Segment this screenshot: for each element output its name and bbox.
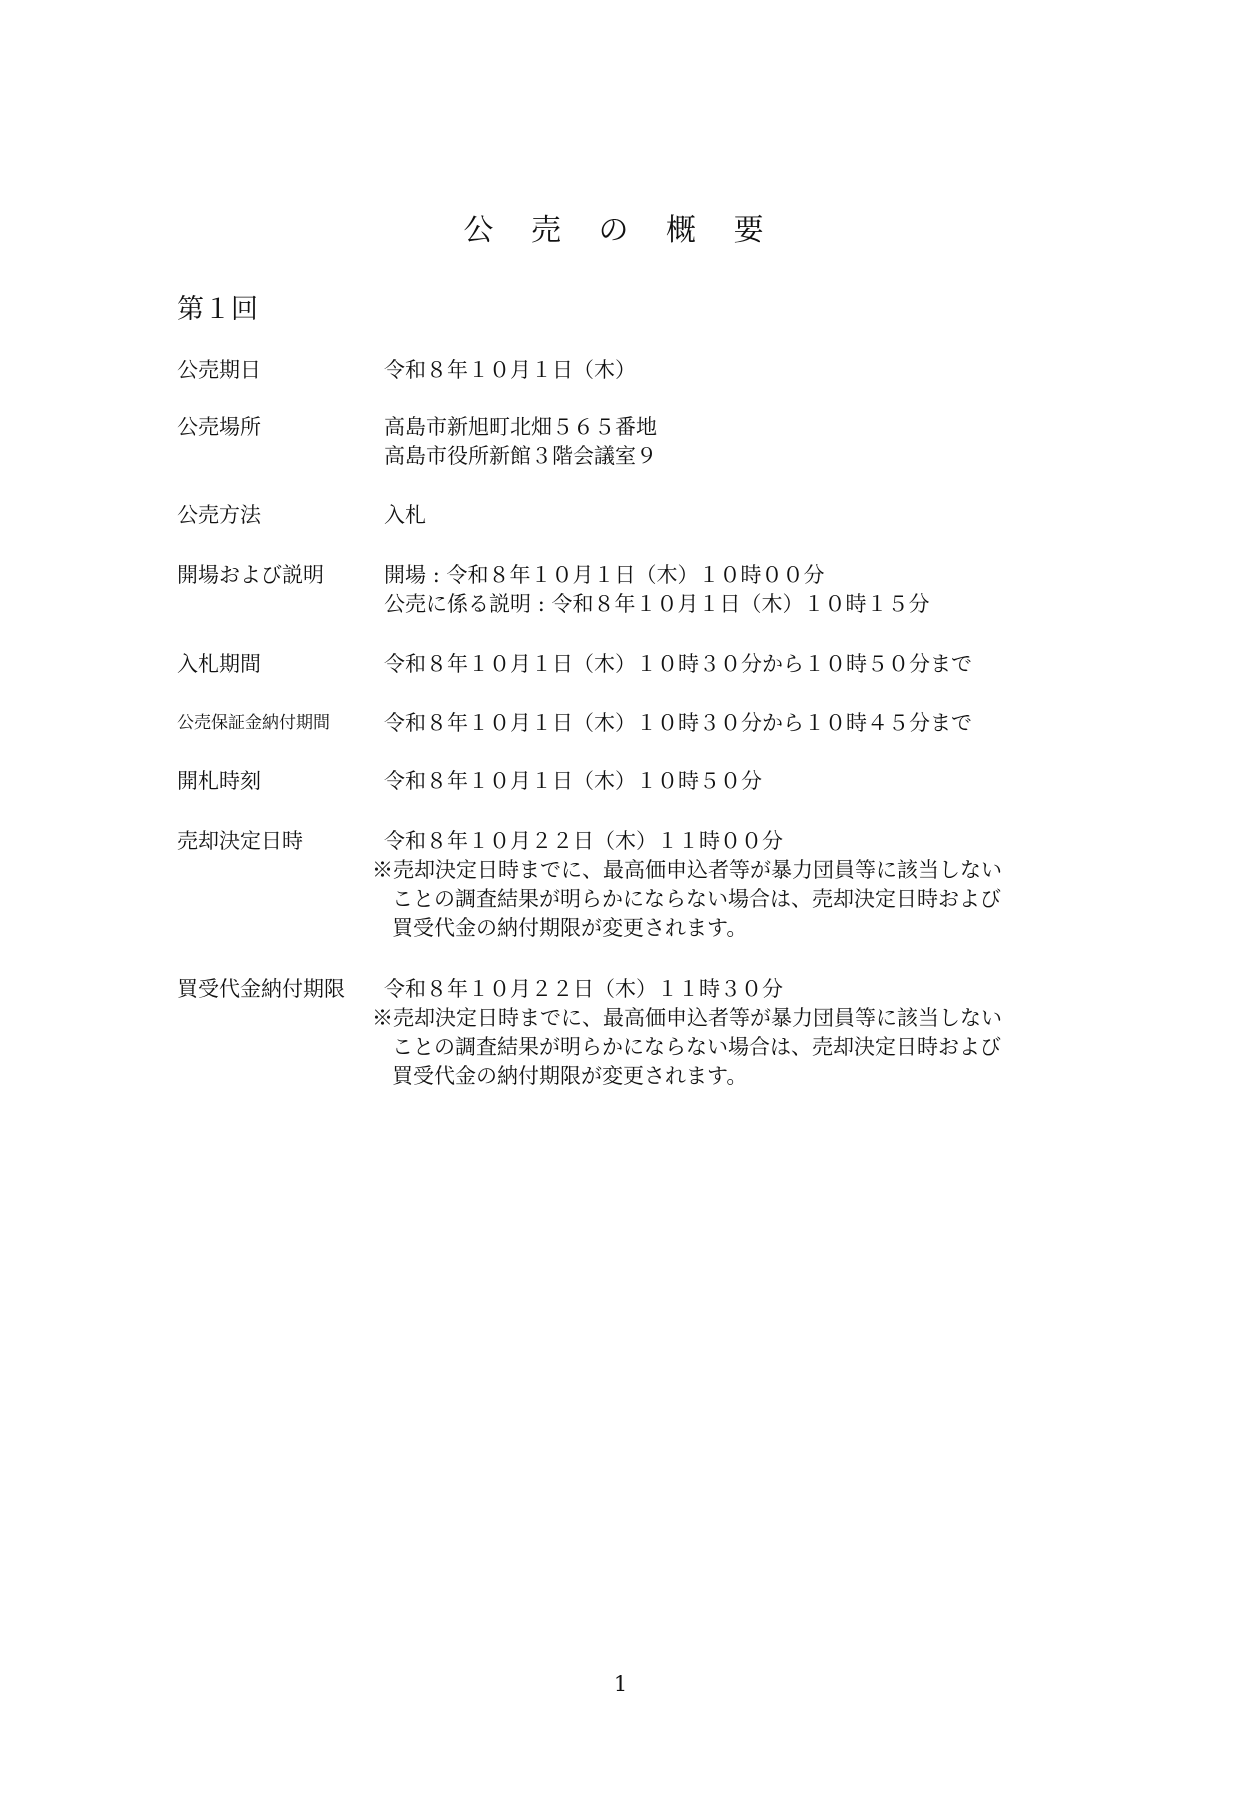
row-label: 公売期日: [177, 358, 261, 382]
row-note: [372, 856, 1002, 943]
document-title: 公 売 の 概 要: [463, 213, 778, 248]
session-heading: 第１回: [177, 294, 258, 325]
note-line: 買受代金の納付期限が変更されます。: [392, 1064, 748, 1088]
note-line: 買受代金の納付期限が変更されます。: [392, 916, 748, 940]
row-value: 令和８年１０月２２日（木）１１時３０分: [384, 977, 783, 1001]
opening-item: [384, 561, 929, 590]
row-value: [384, 413, 657, 471]
row-value: 令和８年１０月１日（木）１０時５０分: [384, 769, 762, 793]
row-label: 公売場所: [177, 415, 261, 439]
row-value: 令和８年１０月１日（木）１０時３０分から１０時５０分まで: [384, 652, 972, 676]
explanation-item-value: 令和８年１０月１日（木）１０時１５分: [551, 592, 930, 616]
row-label: 公売保証金納付期間: [177, 713, 330, 733]
row-label: 買受代金納付期限: [177, 977, 345, 1001]
address-line: 高島市新旭町北畑５６５番地: [384, 415, 657, 439]
explanation-item-key: 公売に係る説明: [384, 592, 531, 616]
row-value: 令和８年１０月１日（木）: [384, 358, 636, 382]
row-value: 令和８年１０月１日（木）１０時３０分から１０時４５分まで: [384, 711, 972, 735]
opening-item-key: 開場: [384, 563, 426, 587]
page-number: 1: [613, 1672, 628, 1696]
row-value: [384, 561, 929, 619]
row-label: 開場および説明: [177, 563, 324, 587]
venue-line: 高島市役所新館３階会議室９: [384, 444, 657, 468]
row-note: [372, 1004, 1002, 1091]
separator: :: [432, 563, 440, 587]
row-label: 入札期間: [177, 652, 261, 676]
note-line: ※売却決定日時までに、最高価申込者等が暴力団員等に該当しない: [372, 1006, 1002, 1030]
row-value: 入札: [384, 503, 426, 527]
separator: :: [537, 592, 545, 616]
explanation-item: [384, 590, 929, 619]
row-label: 公売方法: [177, 503, 261, 527]
row-value: 令和８年１０月２２日（木）１１時００分: [384, 829, 783, 853]
row-label: 売却決定日時: [177, 829, 303, 853]
opening-item-value: 令和８年１０月１日（木）１０時００分: [446, 563, 825, 587]
note-line: ことの調査結果が明らかにならない場合は、売却決定日時および: [392, 1035, 1001, 1059]
note-line: ことの調査結果が明らかにならない場合は、売却決定日時および: [392, 887, 1001, 911]
note-line: ※売却決定日時までに、最高価申込者等が暴力団員等に該当しない: [372, 858, 1002, 882]
row-label: 開札時刻: [177, 769, 261, 793]
